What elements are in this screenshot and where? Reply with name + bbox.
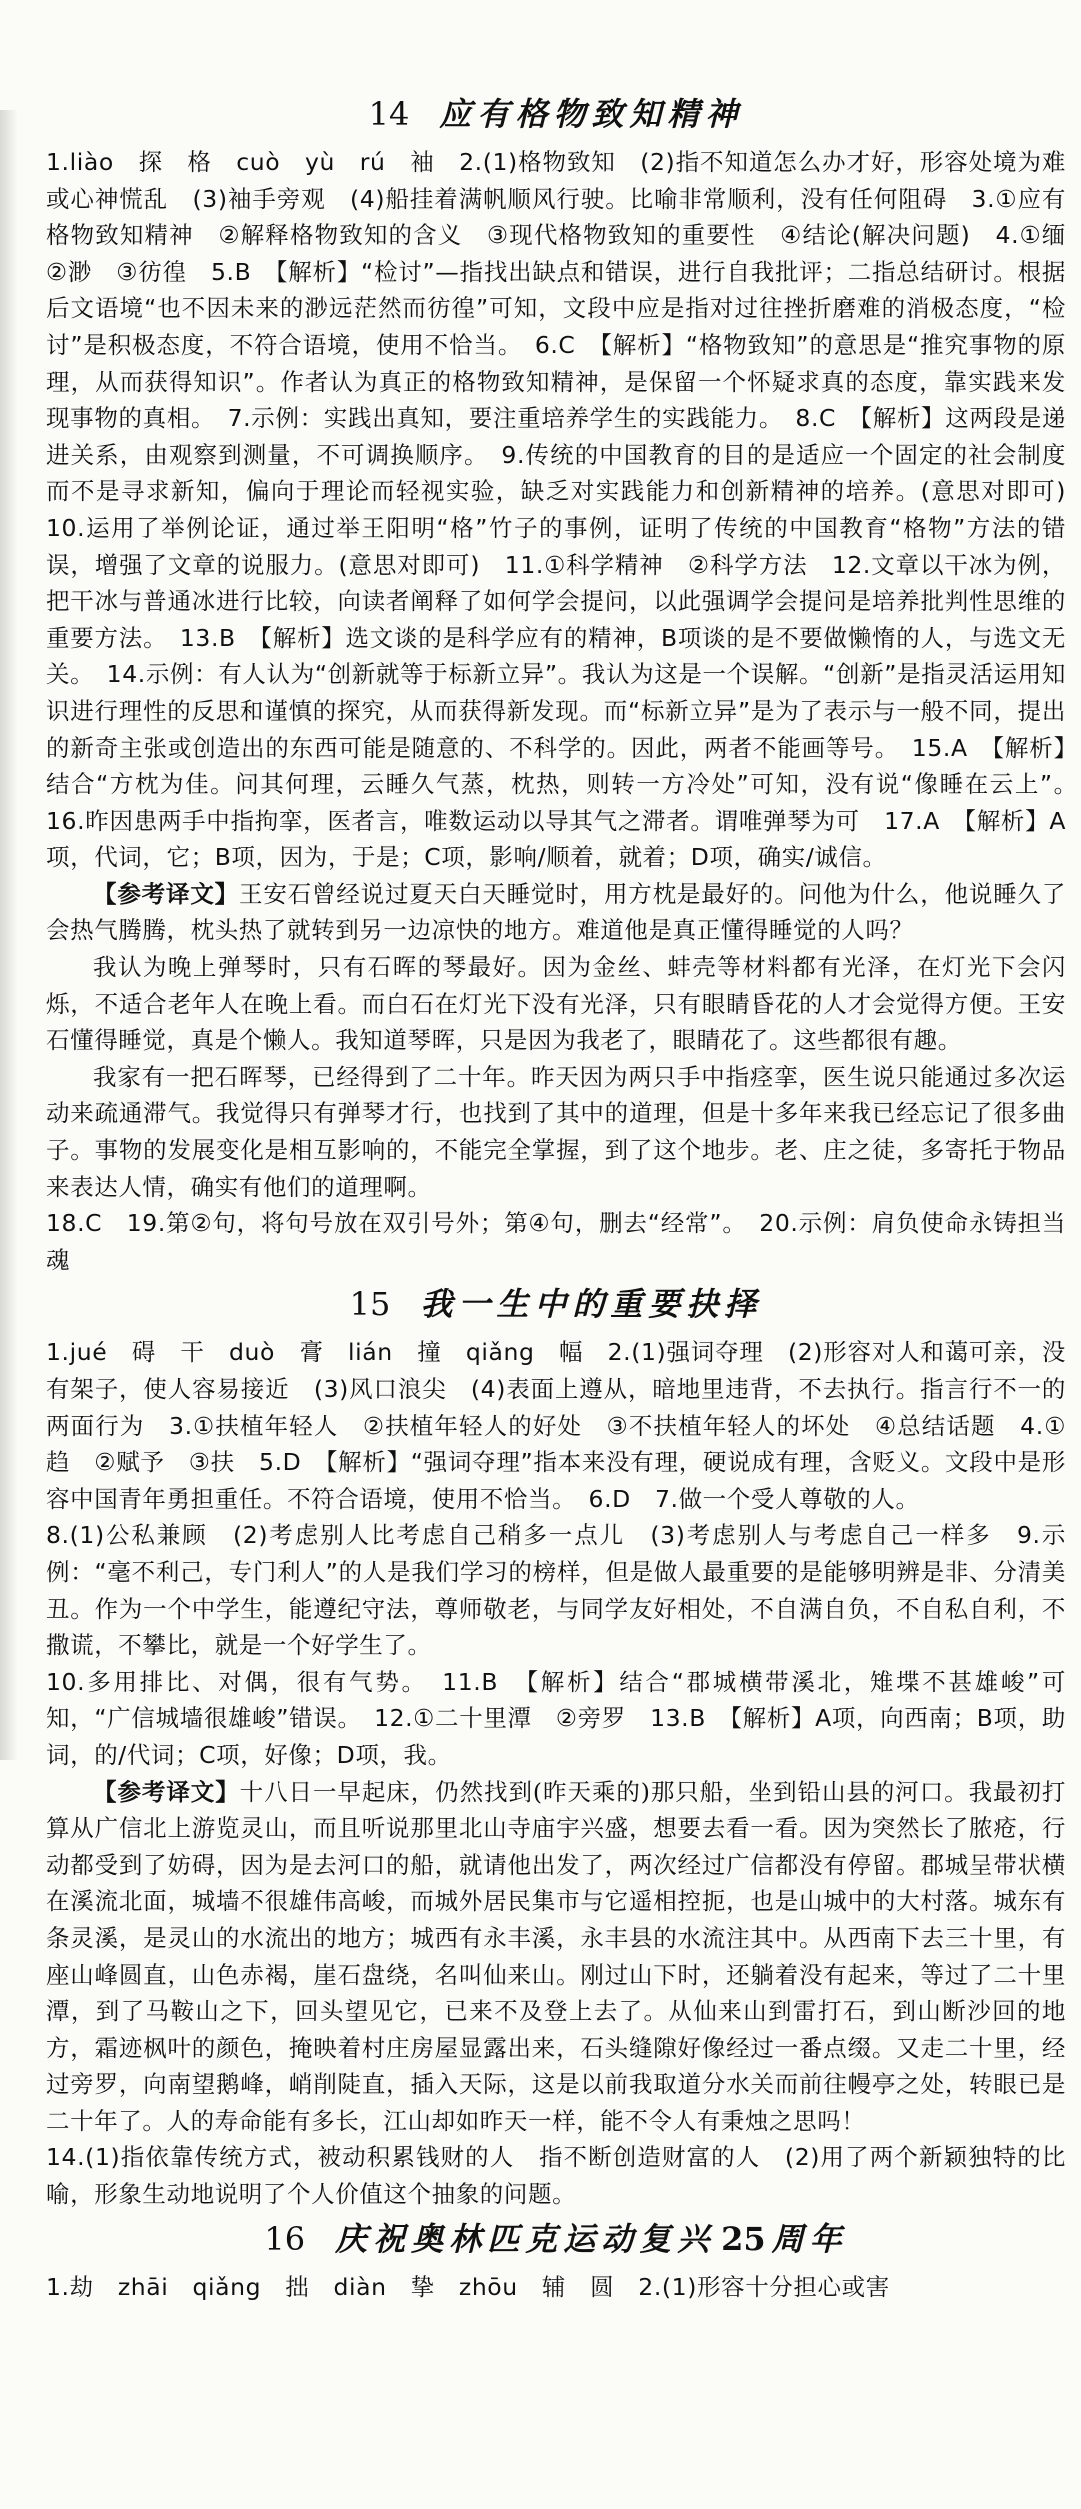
section-heading-number: 25 xyxy=(721,2219,766,2258)
translation-tag: 【参考译文】 xyxy=(93,1777,240,1806)
section-14-tail: 18.C 19.第②句，将句号放在双引号外；第④句，删去“经常”。 20.示例：肩负使命永铸担当魂 xyxy=(46,1209,1066,1274)
section-14-translation-3: 我家有一把石晖琴，已经得到了二十年。昨天因为两只手中指痉挛，医生说只能通过多次运动来疏通滞气。我觉得只有弹琴才行，也找到了其中的道理，但是十多年来我已经忘记了很多曲子。事物的发展变化是相互影响的，不能完全掌握，到了这个地步。老、庄之徒，多寄托于物品来表达人情，确实有他们的道理啊。 xyxy=(46,1062,1066,1201)
section-number: 16 xyxy=(264,2219,306,2258)
section-15-tail: 14.(1)指依靠传统方式，被动积累钱财的人 指不断创造财富的人 (2)用了两个新颖独特的比喻，形象生动地说明了个人价值这个抽象的问题。 xyxy=(46,2143,1066,2209)
section-15-answers-1: 1.jué 碍 干 duò 膏 lián 撞 qiǎng 幅 2.(1)强词夺理 (2)形容对人和蔼可亲，没有架子，使人容易接近 (3)风口浪尖 (4)表面上遵从，暗地里违背，不去执行。指言行不一的两面行为 3.①扶植年轻人 ②扶植年轻人的好处 ③不扶植年轻人的坏处 ④总结话题 4.①趋 ②赋予 ③扶 5.D 【解析】“强词夺理”指本来没有理，硬说成有理，含贬义。文段中是形容中国青年勇担重任。不符合语境，使用不恰当。 6.D 7.做一个受人尊敬的人。 xyxy=(46,1338,1066,1513)
section-heading-a: 庆祝奥林匹克运动复兴 xyxy=(335,2219,716,2258)
section-heading: 应有格物致知精神 xyxy=(439,95,744,133)
section-14-title xyxy=(46,92,1066,136)
section-heading: 我一生中的重要抉择 xyxy=(420,1285,763,1324)
section-14-translation-2: 我认为晚上弹琴时，只有石晖的琴最好。因为金丝、蚌壳等材料都有光泽，在灯光下会闪烁，不适合老年人在晚上看。而白石在灯光下没有光泽，只有眼睛昏花的人才会觉得方便。王安石懂得睡觉，真是个懒人。我知道琴晖，只是因为我老了，眼睛花了。这些都很有趣。 xyxy=(46,953,1066,1055)
section-16-answers: 1.劫 zhāi qiǎng 拙 diàn 挚 zhōu 辅 圆 2.(1)形容十分担心或害 xyxy=(46,2272,890,2301)
translation-tag: 【参考译文】 xyxy=(93,879,239,908)
answer-page xyxy=(46,92,1066,2492)
section-number: 15 xyxy=(349,1285,391,1324)
section-14-translation-1 xyxy=(46,876,1066,949)
section-15-answers-2: 8.(1)公私兼顾 (2)考虑别人比考虑自己稍多一点儿 (3)考虑别人与考虑自己一样多 9.示例：“毫不利己，专门利人”的人是我们学习的榜样，但是做人最重要的是能够明辨是非、分清美丑。作为一个中学生，能遵纪守法，尊师敬老，与同学友好相处，不自满自负，不自私自利，不撒谎，不攀比，就是一个好学生了。 xyxy=(46,1521,1066,1660)
translation-text: 王安石曾经说过夏天白天睡觉时，用方枕是最好的。问他为什么，他说睡久了会热气腾腾，枕头热了就转到另一边凉快的地方。难道他是真正懂得睡觉的人吗？ xyxy=(46,879,1066,945)
section-14-answers: 1.liào 探 格 cuò yù rú 袖 2.(1)格物致知 (2)指不知道怎么办才好，形容处境为难或心神慌乱 (3)袖手旁观 (4)船挂着满帆顺风行驶。比喻非常顺利，没有任何阻碍 3.①应有格物致知精神 ②解释格物致知的含义 ③现代格物致知的重要性 ④结论(解决问题) 4.①缅 ②渺 ③彷徨 5.B 【解析】“检讨”—指找出缺点和错误，进行自我批评；二指总结研讨。根据后文语境“也不因未来的渺远茫然而彷徨”可知，文段中应是指对过往挫折磨难的消极态度，“检讨”是积极态度，不符合语境，使用不恰当。 6.C 【解析】“格物致知”的意思是“推究事物的原理，从而获得知识”。作者认为真正的格物致知精神，是保留一个怀疑求真的态度，靠实践来发现事物的真相。 7.示例：实践出真知，要注重培养学生的实践能力。 8.C 【解析】这两段是递进关系，由观察到测量，不可调换顺序。 9.传统的中国教育的目的是适应一个固定的社会制度而不是寻求新知，偏向于理论而轻视实验，缺乏对实践能力和创新精神的培养。(意思对即可) 10.运用了举例论证，通过举王阳明“格”竹子的事例，证明了传统的中国教育“格物”方法的错误，增强了文章的说服力。(意思对即可) 11.①科学精神 ②科学方法 12.文章以干冰为例，把干冰与普通冰进行比较，向读者阐释了如何学会提问，以此强调学会提问是培养批判性思维的重要方法。 13.B 【解析】选文谈的是科学应有的精神，B项谈的是不要做懒惰的人，与选文无关。 14.示例：有人认为“创新就等于标新立异”。我认为这是一个误解。“创新”是指灵活运用知识进行理性的反思和谨慎的探究，从而获得新发现。而“标新立异”是为了表示与一般不同，提出的新奇主张或创造出的东西可能是随意的、不科学的。因此，两者不能画等号。 15.A 【解析】结合“方枕为佳。问其何理，云睡久气蒸，枕热，则转一方冷处”可知，没有说“像睡在云上”。 16.昨因患两手中指拘挛，医者言，唯数运动以导其气之滞者。谓唯弹琴为可 17.A 【解析】A项，代词，它；B项，因为，于是；C项，影响/顺着，就着；D项，确实/诚信。 xyxy=(46,148,1066,872)
section-heading-b: 周年 xyxy=(771,2219,848,2258)
section-15-translation xyxy=(46,1774,1066,2140)
section-15-title xyxy=(46,1282,1066,1326)
section-16-title xyxy=(46,2217,1066,2261)
section-15-answers-3: 10.多用排比、对偶，很有气势。 11.B 【解析】结合“郡城横带溪北，雉堞不甚雄峻”可知，“广信城墙很雄峻”错误。 12.①二十里潭 ②旁罗 13.B 【解析】A项，向西南；B项，助词，的/代词；C项，好像；D项，我。 xyxy=(46,1667,1066,1769)
binding-shadow xyxy=(0,110,18,1760)
translation-text: 十八日一早起床，仍然找到(昨天乘的)那只船，坐到铅山县的河口。我最初打算从广信北上游览灵山，而且听说那里北山寺庙宇兴盛，想要去看一看。因为突然长了脓疮，行动都受到了妨碍，因为是去河口的船，就请他出发了，两次经过广信都没有停留。郡城呈带状横在溪流北面，城墙不很雄伟高峻，而城外居民集市与它遥相控扼，也是山城中的大村落。城东有条灵溪，是灵山的水流出的地方；城西有永丰溪，永丰县的水流注其中。从西南下去三十里，有座山峰圆直，山色赤褐，崖石盘绕，名叫仙来山。刚过山下时，还躺着没有起来，等过了二十里潭，到了马鞍山之下，回头望见它，已来不及登上去了。从仙来山到雷打石，到山断沙回的地方，霜迹枫叶的颜色，掩映着村庄房屋显露出来，石头缝隙好像经过一番点缀。又走二十里，经过旁罗，向南望鹅峰，峭削陡直，插入天际，这是以前我取道分水关而前往幔亭之处，转眼已是二十年了。人的寿命能有多长，江山却如昨天一样，能不令人有秉烛之思吗！ xyxy=(46,1777,1066,2135)
section-number: 14 xyxy=(368,95,410,133)
